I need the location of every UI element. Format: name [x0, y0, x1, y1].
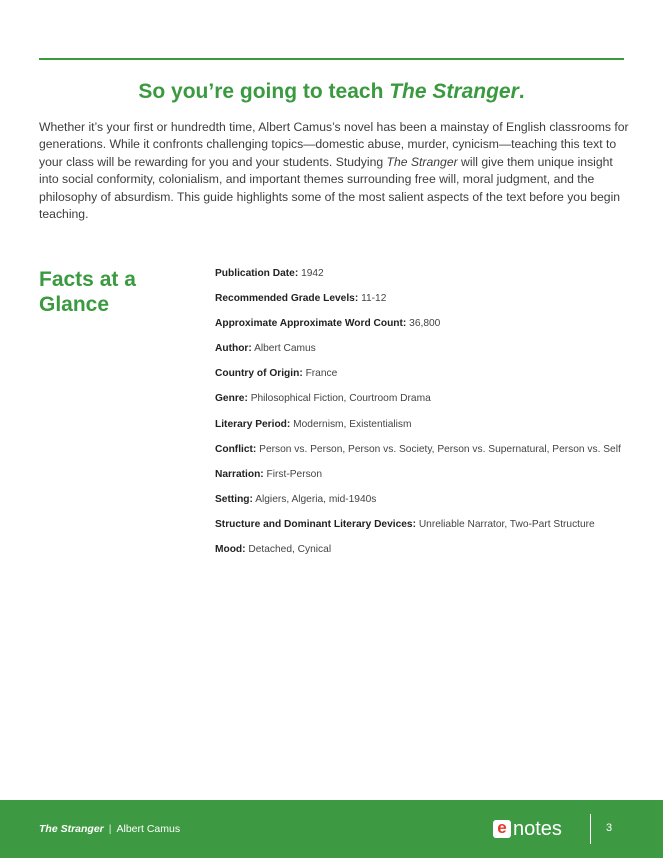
fact-setting [215, 492, 635, 517]
fact-value: Philosophical Fiction, Courtroom Drama [250, 393, 431, 405]
fact-label: Publication Date: [215, 268, 299, 279]
enotes-logo [493, 817, 562, 841]
fact-structure-devices [215, 517, 635, 542]
fact-publication-date [215, 266, 635, 291]
fact-value: 11-12 [361, 293, 387, 305]
intro-paragraph [39, 119, 629, 223]
fact-country [215, 366, 635, 391]
fact-value: Algiers, Algeria, mid-1940s [255, 493, 377, 505]
enotes-wordmark: notes [513, 818, 562, 840]
fact-value: First-Person [266, 468, 323, 480]
fact-label: Structure and Dominant Literary Devices: [215, 518, 416, 530]
fact-value: Modernism, Existentialism [293, 418, 412, 430]
fact-mood [215, 542, 635, 567]
page-number: 3 [606, 822, 613, 834]
fact-value: Albert Camus [254, 343, 316, 355]
fact-label: Genre: [215, 393, 248, 405]
fact-value: France [305, 368, 338, 380]
title-prefix: So you’re going to teach [138, 80, 390, 103]
footer-book-info [39, 823, 180, 835]
footer-book-title: The Stranger [39, 823, 104, 835]
footer-divider [590, 814, 591, 844]
fact-value: Unreliable Narrator, Two-Part Structure [418, 518, 595, 530]
title-suffix: . [518, 80, 525, 103]
intro-text-2: will give them unique insight into social conformity, colonialism, and important themes surrounding free will, moral judgment, and the philosophy of absurdism. This guide highlights some of the most salient aspects of the text before you begin teaching. [39, 154, 621, 222]
page-footer [0, 800, 663, 858]
fact-label: Author: [215, 343, 252, 355]
intro-text-1: Whether it’s your first or hundredth time, Albert Camus’s novel has been a mainstay of English classrooms for generations. While it confronts challenging topics—domestic abuse, murder, cynicism—teaching this text to your class will be rewarding for you and your students. Studying [39, 120, 629, 169]
fact-label: Country of Origin: [215, 368, 303, 380]
fact-word-count [215, 316, 635, 341]
facts-heading: Facts at a Glance [39, 268, 136, 316]
fact-label: Approximate Approximate Word Count: [215, 318, 407, 330]
fact-label: Mood: [215, 544, 246, 556]
fact-value: 36,800 [409, 318, 441, 330]
page-title [0, 80, 663, 104]
facts-list [215, 266, 635, 567]
fact-grade-levels [215, 291, 635, 316]
fact-value: Detached, Cynical [248, 544, 332, 556]
fact-label: Narration: [215, 468, 264, 480]
fact-value: Person vs. Person, Person vs. Society, Person vs. Supernatural, Person vs. Self [259, 443, 621, 455]
enotes-e-icon: e [493, 820, 511, 838]
fact-label: Recommended Grade Levels: [215, 293, 359, 305]
fact-value: 1942 [301, 268, 324, 279]
fact-author [215, 341, 635, 366]
fact-conflict [215, 442, 635, 467]
footer-separator: | [108, 823, 112, 835]
fact-literary-period [215, 417, 635, 442]
title-book: The Stranger [389, 80, 519, 103]
top-rule [39, 58, 624, 60]
intro-book-title: The Stranger [386, 154, 458, 169]
fact-label: Literary Period: [215, 418, 291, 430]
fact-label: Setting: [215, 493, 253, 505]
footer-author: Albert Camus [116, 823, 181, 835]
fact-label: Conflict: [215, 443, 257, 455]
fact-genre [215, 391, 635, 416]
fact-narration [215, 467, 635, 492]
